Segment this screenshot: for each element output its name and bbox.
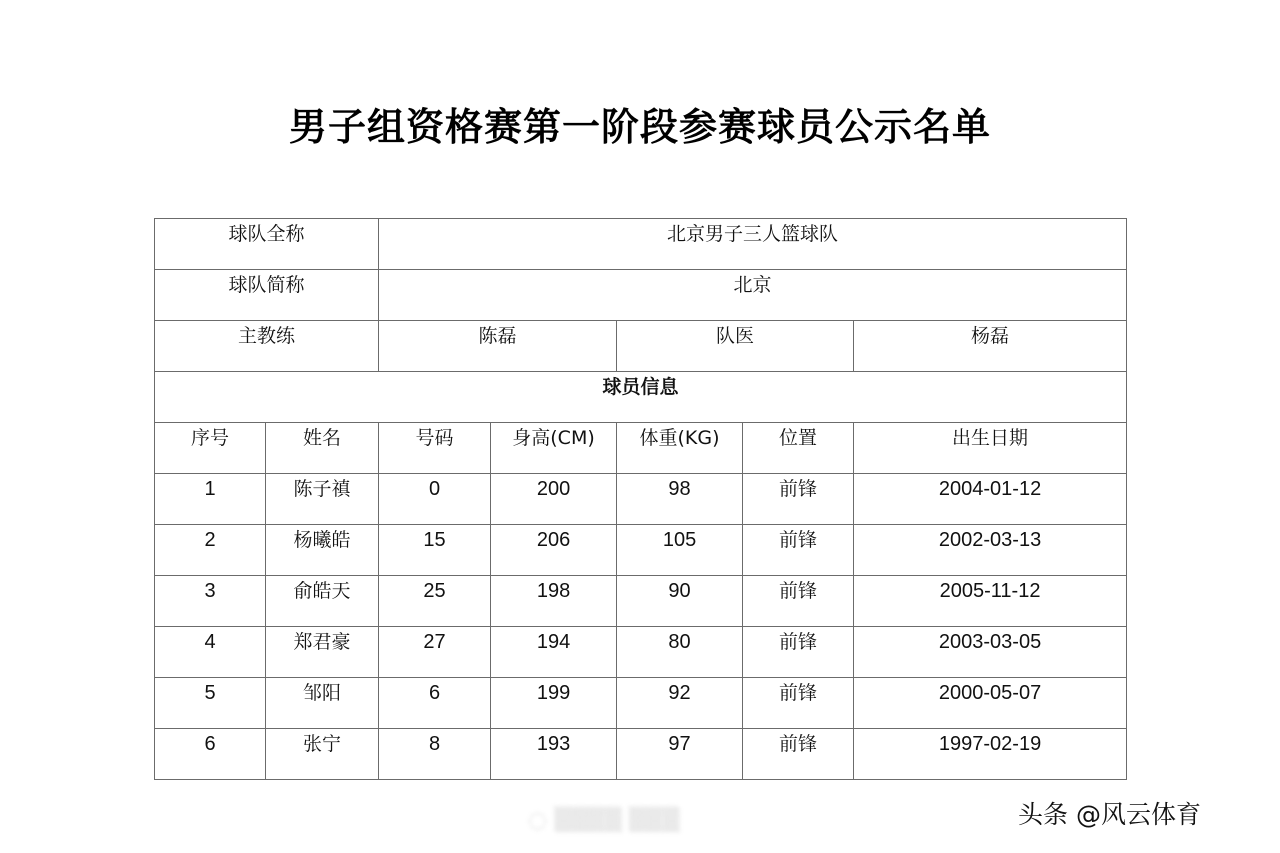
coach-value-cell xyxy=(379,321,617,372)
player-birthdate: 2005-11-12 xyxy=(939,580,1041,602)
player-birthdate: 2002-03-13 xyxy=(938,529,1042,551)
player-birthdate-cell xyxy=(854,627,1127,678)
player-birthdate: 2000-05-07 xyxy=(938,682,1042,704)
column-header xyxy=(617,423,743,474)
player-weight-cell xyxy=(617,474,743,525)
blurred-watermark: ◌ ▒▒▒▒ ▒▒▒ xyxy=(528,808,680,833)
player-weight: 105 xyxy=(662,529,697,551)
player-weight-cell xyxy=(617,525,743,576)
column-header xyxy=(854,423,1127,474)
player-index-cell xyxy=(155,627,266,678)
player-birthdate: 2004-01-12 xyxy=(938,478,1042,500)
coach-label: 主教练 xyxy=(238,325,296,347)
player-index-cell xyxy=(155,525,266,576)
player-name: 俞皓天 xyxy=(293,580,351,602)
player-position: 前锋 xyxy=(779,529,818,551)
player-number: 27 xyxy=(423,631,446,653)
column-header-weight: 体重(KG) xyxy=(639,427,720,449)
player-height-cell xyxy=(491,576,617,627)
column-header xyxy=(155,423,266,474)
player-height-cell xyxy=(491,525,617,576)
player-position: 前锋 xyxy=(779,631,818,653)
team-short-name-label: 球队简称 xyxy=(228,274,305,296)
player-index: 5 xyxy=(204,682,216,704)
player-name: 陈子禛 xyxy=(293,478,351,500)
player-height: 193 xyxy=(536,733,571,755)
player-index-cell xyxy=(155,474,266,525)
source-watermark: 头条 @风云体育 xyxy=(1018,800,1201,829)
player-number: 25 xyxy=(423,580,446,602)
player-weight-cell xyxy=(617,576,743,627)
player-name: 张宁 xyxy=(303,733,342,755)
doctor-value: 杨磊 xyxy=(971,325,1010,347)
player-height-cell xyxy=(491,678,617,729)
player-birthdate-cell xyxy=(854,576,1127,627)
team-full-name-row xyxy=(155,219,1127,270)
player-weight: 92 xyxy=(668,682,691,704)
staff-row xyxy=(155,321,1127,372)
doctor-label-cell xyxy=(617,321,854,372)
player-index-cell xyxy=(155,678,266,729)
player-name-cell xyxy=(266,474,379,525)
column-header-height: 身高(CM) xyxy=(512,427,595,449)
team-full-name-label-cell xyxy=(155,219,379,270)
player-name: 杨曦皓 xyxy=(293,529,351,551)
player-number: 8 xyxy=(428,733,441,755)
player-weight: 80 xyxy=(668,631,691,653)
players-section-heading: 球员信息 xyxy=(602,376,679,398)
team-full-name-value: 北京男子三人篮球队 xyxy=(667,223,839,245)
column-header-number: 号码 xyxy=(415,427,454,449)
table-row xyxy=(155,576,1127,627)
table-row xyxy=(155,627,1127,678)
column-header xyxy=(491,423,617,474)
player-position: 前锋 xyxy=(779,580,818,602)
player-position-cell xyxy=(743,678,854,729)
column-header-index: 序号 xyxy=(190,427,229,449)
player-index: 3 xyxy=(204,580,216,602)
player-number-cell xyxy=(379,576,491,627)
player-position: 前锋 xyxy=(779,682,818,704)
column-header xyxy=(743,423,854,474)
roster-table xyxy=(154,218,1127,780)
player-birthdate-cell xyxy=(854,678,1127,729)
team-full-name-value-cell xyxy=(379,219,1127,270)
team-short-name-value-cell xyxy=(379,270,1127,321)
player-index-cell xyxy=(155,576,266,627)
player-height: 199 xyxy=(536,682,571,704)
team-short-name-row xyxy=(155,270,1127,321)
player-number: 0 xyxy=(428,478,441,500)
doctor-label: 队医 xyxy=(716,325,755,347)
player-birthdate-cell xyxy=(854,474,1127,525)
player-name-cell xyxy=(266,678,379,729)
player-position-cell xyxy=(743,627,854,678)
player-name-cell xyxy=(266,627,379,678)
player-position: 前锋 xyxy=(779,733,818,755)
column-header-row xyxy=(155,423,1127,474)
player-weight: 97 xyxy=(668,733,691,755)
column-header-name: 姓名 xyxy=(303,427,342,449)
team-short-name-label-cell xyxy=(155,270,379,321)
player-position-cell xyxy=(743,576,854,627)
player-birthdate: 2003-03-05 xyxy=(938,631,1042,653)
player-height-cell xyxy=(491,474,617,525)
player-height: 198 xyxy=(536,580,571,602)
team-full-name-label: 球队全称 xyxy=(228,223,305,245)
column-header-birthdate: 出生日期 xyxy=(952,427,1029,449)
player-weight-cell xyxy=(617,729,743,780)
player-birthdate-cell xyxy=(854,729,1127,780)
player-birthdate-cell xyxy=(854,525,1127,576)
player-height: 194 xyxy=(536,631,571,653)
player-number-cell xyxy=(379,729,491,780)
player-weight: 98 xyxy=(668,478,691,500)
player-number: 15 xyxy=(423,529,446,551)
coach-value: 陈磊 xyxy=(478,325,517,347)
coach-label-cell xyxy=(155,321,379,372)
player-name-cell xyxy=(266,576,379,627)
player-index: 6 xyxy=(204,733,216,755)
table-row xyxy=(155,729,1127,780)
player-index-cell xyxy=(155,729,266,780)
player-height-cell xyxy=(491,627,617,678)
team-short-name-value: 北京 xyxy=(733,274,772,296)
table-row xyxy=(155,474,1127,525)
player-height: 200 xyxy=(536,478,571,500)
player-name: 郑君豪 xyxy=(293,631,351,653)
player-weight-cell xyxy=(617,678,743,729)
document-title: 男子组资格赛第一阶段参赛球员公示名单 xyxy=(288,105,991,149)
player-number: 6 xyxy=(428,682,441,704)
player-height-cell xyxy=(491,729,617,780)
player-position-cell xyxy=(743,525,854,576)
player-index: 1 xyxy=(204,478,216,500)
player-position-cell xyxy=(743,729,854,780)
player-weight-cell xyxy=(617,627,743,678)
doctor-value-cell xyxy=(854,321,1127,372)
players-section-row xyxy=(155,372,1127,423)
player-number-cell xyxy=(379,678,491,729)
player-weight: 90 xyxy=(668,580,691,602)
player-name: 邹阳 xyxy=(303,682,342,704)
player-height: 206 xyxy=(536,529,571,551)
player-position-cell xyxy=(743,474,854,525)
player-number-cell xyxy=(379,525,491,576)
column-header xyxy=(379,423,491,474)
player-index: 2 xyxy=(204,529,216,551)
player-name-cell xyxy=(266,525,379,576)
player-index: 4 xyxy=(204,631,216,653)
player-number-cell xyxy=(379,627,491,678)
column-header-position: 位置 xyxy=(779,427,818,449)
player-position: 前锋 xyxy=(779,478,818,500)
player-birthdate: 1997-02-19 xyxy=(938,733,1042,755)
player-name-cell xyxy=(266,729,379,780)
column-header xyxy=(266,423,379,474)
table-row xyxy=(155,525,1127,576)
players-section-cell xyxy=(155,372,1127,423)
player-number-cell xyxy=(379,474,491,525)
table-row xyxy=(155,678,1127,729)
